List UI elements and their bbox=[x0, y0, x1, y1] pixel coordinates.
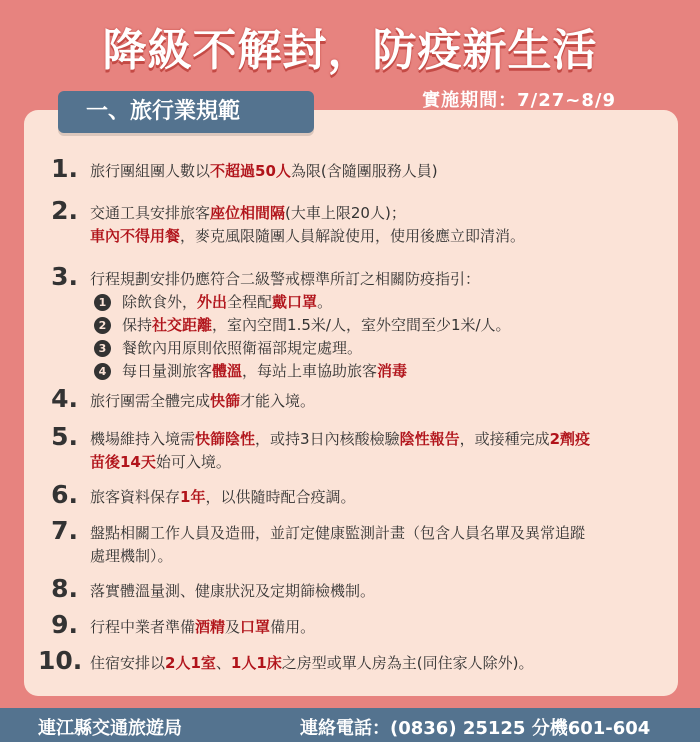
item-number: 9. bbox=[51, 610, 78, 639]
number-bullet-icon: 2 bbox=[94, 317, 111, 334]
text-segment: ，或持3日內核酸檢驗 bbox=[255, 430, 400, 448]
text-segment: 為限(含隨團服務人員) bbox=[290, 162, 438, 180]
item-number: 4. bbox=[51, 384, 78, 413]
number-bullet-icon: 3 bbox=[94, 340, 111, 357]
highlight-text: 1年 bbox=[180, 488, 206, 506]
item-number: 10. bbox=[38, 646, 83, 675]
item-number: 8. bbox=[51, 574, 78, 603]
item-text bbox=[90, 652, 660, 675]
text-segment: 及 bbox=[225, 618, 241, 636]
highlight-text: 口罩 bbox=[240, 618, 271, 636]
text-segment: ，每站上車協助旅客 bbox=[242, 362, 378, 380]
item-text bbox=[90, 486, 660, 509]
text-segment: 機場維持入境需 bbox=[90, 430, 196, 448]
item-number: 3. bbox=[51, 262, 78, 291]
sub-item bbox=[90, 360, 660, 383]
organization-name: 連江縣交通旅遊局 bbox=[38, 718, 182, 739]
item-text: 落實體溫量測、健康狀況及定期篩檢機制。 bbox=[90, 582, 376, 600]
highlight-text: 1人1床 bbox=[230, 654, 282, 672]
footer-bar bbox=[0, 708, 700, 742]
text-segment: ，麥克風限隨團人員解說使用，使用後應立即清消。 bbox=[180, 227, 526, 245]
item-text bbox=[90, 522, 660, 568]
highlight-text: 座位相間隔 bbox=[210, 204, 286, 222]
sub-item bbox=[90, 337, 660, 360]
text-segment: 旅客資料保存 bbox=[90, 488, 181, 506]
text-segment: ，或接種完成 bbox=[459, 430, 550, 448]
item-number: 6. bbox=[51, 480, 78, 509]
highlight-text: 外出 bbox=[197, 293, 228, 311]
text-segment: 住宿安排以 bbox=[90, 654, 166, 672]
text-segment: 備用。 bbox=[270, 618, 316, 636]
text-segment: 旅行團組團人數以 bbox=[90, 162, 211, 180]
highlight-text: 陰性報告 bbox=[399, 430, 460, 448]
text-segment: 交通工具安排旅客 bbox=[90, 204, 211, 222]
text-segment: 每日量測旅客 bbox=[122, 362, 213, 380]
highlight-text: 快篩 bbox=[210, 392, 241, 410]
text-segment: ，室內空間1.5米/人，室外空間至少1米/人。 bbox=[212, 316, 511, 334]
number-bullet-icon: 1 bbox=[94, 294, 111, 311]
highlight-text: 2人1室 bbox=[165, 654, 216, 672]
highlight-text: 社交距離 bbox=[152, 316, 213, 334]
sub-item bbox=[90, 291, 660, 314]
text-segment: 行程中業者準備 bbox=[90, 618, 196, 636]
highlight-text: 2劑疫 bbox=[549, 430, 591, 448]
text-segment: 盤點相關工作人員及造冊，並訂定健康監測計畫（包含人員名單及異常追蹤 bbox=[90, 524, 586, 542]
text-segment: (大車上限20人)； bbox=[285, 204, 406, 222]
text-segment: 保持 bbox=[122, 316, 153, 334]
section-heading: 一、旅行業規範 bbox=[58, 91, 314, 133]
item-text bbox=[90, 268, 660, 383]
item-text bbox=[90, 616, 660, 639]
text-segment: 餐飲內用原則依照衛福部規定處理。 bbox=[122, 339, 363, 357]
text-segment: 除飲食外， bbox=[122, 293, 198, 311]
item-number: 7. bbox=[51, 516, 78, 545]
item-text bbox=[90, 428, 660, 474]
text-segment: 始可入境。 bbox=[155, 453, 231, 471]
text-segment: 全程配 bbox=[227, 293, 273, 311]
highlight-text: 苗後14天 bbox=[90, 453, 156, 471]
highlight-text: 快篩陰性 bbox=[195, 430, 256, 448]
highlight-text: 酒精 bbox=[195, 618, 226, 636]
text-segment: ，以供隨時配合疫調。 bbox=[205, 488, 356, 506]
contact-phone: 連絡電話：(0836) 25125 分機601-604 bbox=[300, 718, 651, 739]
text-segment: 處理機制）。 bbox=[90, 547, 173, 565]
highlight-text: 車內不得用餐 bbox=[90, 227, 181, 245]
item-text bbox=[90, 390, 660, 413]
text-segment: 、 bbox=[215, 654, 231, 672]
item-text bbox=[90, 160, 660, 183]
text-segment: 。 bbox=[317, 293, 333, 311]
highlight-text: 不超過50人 bbox=[210, 162, 291, 180]
sub-item bbox=[90, 314, 660, 337]
item-text bbox=[90, 202, 660, 248]
text-segment: 之房型或單人房為主(同住家人除外)。 bbox=[281, 654, 534, 672]
highlight-text: 體溫 bbox=[212, 362, 243, 380]
item-number: 1. bbox=[51, 154, 78, 183]
implementation-period: 實施期間：7/27~8/9 bbox=[422, 90, 616, 111]
text-segment: 行程規劃安排仍應符合二級警戒標準所訂之相關防疫指引： bbox=[90, 270, 481, 288]
highlight-text: 消毒 bbox=[377, 362, 408, 380]
page-title: 降級不解封，防疫新生活 bbox=[102, 25, 598, 76]
number-bullet-icon: 4 bbox=[94, 363, 111, 380]
text-segment: 才能入境。 bbox=[240, 392, 316, 410]
highlight-text: 戴口罩 bbox=[272, 293, 318, 311]
text-segment: 旅行團需全體完成 bbox=[90, 392, 211, 410]
item-number: 2. bbox=[51, 196, 78, 225]
item-number: 5. bbox=[51, 422, 78, 451]
